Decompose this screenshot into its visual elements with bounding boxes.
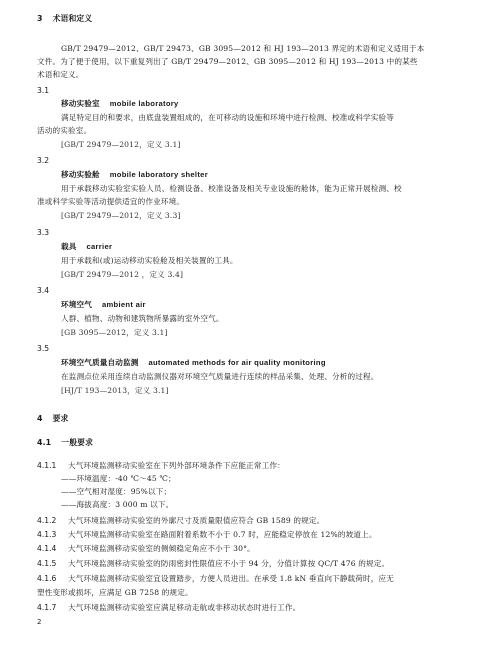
section-title: 术语和定义 xyxy=(52,14,93,23)
term-heading xyxy=(61,300,146,310)
term-zh: 移动实验舱 xyxy=(61,170,100,179)
term-zh: 环境空气质量自动监测 xyxy=(61,358,139,367)
term-number: 3.5 xyxy=(37,344,50,353)
clause-number: 4.1.5 xyxy=(37,559,57,568)
definition-line: 活动的实验室。 xyxy=(37,126,92,135)
section-number: 3 xyxy=(37,14,43,23)
intro-line: GB/T 29479—2012、GB/T 29473、GB 3095—2012 和 HJ 193—2013 界定的术语和定义适用于本 xyxy=(61,44,425,53)
page-number: 2 xyxy=(37,618,42,626)
term-en: carrier xyxy=(86,242,113,251)
clause-text: 大气环境监测移动实验室宜设置踏步，方便人员进出。在承受 1.8 kN 垂直向下静载荷时，应无 xyxy=(68,574,395,583)
clause-number: 4.1.6 xyxy=(37,574,57,583)
definition-source: [HJ/T 193—2013，定义 3.1] xyxy=(61,386,169,395)
section-heading xyxy=(37,414,68,424)
clause-number: 4.1.2 xyxy=(37,516,57,525)
definition-line: 人群、植物、动物和建筑物所暴露的室外空气。 xyxy=(61,314,224,323)
section-heading xyxy=(37,14,92,24)
definition-source: [GB/T 29479—2012 ，定义 3.4] xyxy=(61,270,184,279)
term-zh: 载具 xyxy=(61,242,77,251)
term-heading xyxy=(61,358,326,368)
clause-text: 大气环境监测移动实验室的侧倾稳定角应不小于 30°。 xyxy=(68,544,255,553)
clause-text-continued: 塑性变形或损坏，应满足 GB 7258 的规定。 xyxy=(37,588,193,597)
section-number: 4 xyxy=(37,414,43,423)
clause-text: 大气环境监测移动实验室的外廓尺寸及质量限值应符合 GB 1589 的规定。 xyxy=(68,516,325,525)
clause-number: 4.1.3 xyxy=(37,530,57,539)
section-title: 要求 xyxy=(52,414,69,423)
term-en: mobile laboratory xyxy=(109,99,179,108)
term-number: 3.4 xyxy=(37,286,50,295)
definition-line: 满足特定目的和要求，由底盘装置组成的，在可移动的设施和环境中进行检测、校准或科学实验等 xyxy=(61,113,394,122)
definition-source: [GB/T 29479—2012，定义 3.1] xyxy=(61,140,181,149)
list-item: ——空气相对湿度：95%以下； xyxy=(61,487,172,496)
list-item: ——海拔高度：3 000 m 以下。 xyxy=(61,500,174,509)
definition-source: [GB 3095—2012，定义 3.1] xyxy=(61,328,168,337)
term-zh: 移动实验室 xyxy=(61,99,100,108)
clause-number: 4.1.4 xyxy=(37,544,57,553)
term-number: 3.3 xyxy=(37,228,50,237)
definition-line: 在监测点位采用连续自动监测仪器对环境空气质量进行连续的样品采集、处理、分析的过程。 xyxy=(61,372,379,381)
term-heading xyxy=(61,170,208,180)
term-number: 3.2 xyxy=(37,156,50,165)
clause-text: 大气环境监测移动实验室在路面附着系数不小于 0.7 时，应能稳定停放在 12%的坡道上。 xyxy=(68,530,377,539)
definition-source: [GB/T 29479—2012，定义 3.3] xyxy=(61,211,181,220)
clause-number: 4.1.7 xyxy=(37,603,57,612)
clause-text: 大气环境监测移动实验室在下列外部环境条件下应能正常工作： xyxy=(68,461,285,470)
clause-number: 4.1.1 xyxy=(37,461,57,470)
clause-text: 大气环境监测移动实验室的防雨密封性限值应不小于 94 分，分值计算按 QC/T 476 的规定。 xyxy=(68,559,390,568)
intro-line: 文件。为了便于使用，以下重复列出了 GB/T 29479—2012、GB 3095—2012 和 HJ 193—2013 中的某些 xyxy=(37,57,418,66)
subsection-title: 一般要求 xyxy=(61,438,94,447)
subsection-heading xyxy=(37,438,93,448)
term-en: ambient air xyxy=(101,300,146,309)
term-en: automated methods for air quality monitoring xyxy=(148,358,326,367)
list-item: ——环境温度：-40 ℃～45 ℃； xyxy=(61,474,176,483)
clause-text: 大气环境监测移动实验室应满足移动走航或非移动状态时进行工作。 xyxy=(68,603,301,612)
term-number: 3.1 xyxy=(37,86,50,95)
definition-line: 用于承载和(或)运动移动实验舱及相关装置的工具。 xyxy=(61,256,238,265)
definition-line: 用于承载移动实验室实验人员、检测设备、校准设备及相关专业设施的舱体，能为正常开展检测、校 xyxy=(61,184,402,193)
term-en: mobile laboratory shelter xyxy=(109,170,208,179)
term-heading xyxy=(61,242,112,252)
definition-line: 准或科学实验等活动提供适宜的作业环境。 xyxy=(37,197,185,206)
term-heading xyxy=(61,99,179,109)
term-zh: 环境空气 xyxy=(61,300,92,309)
intro-line: 术语和定义。 xyxy=(37,70,84,79)
subsection-number: 4.1 xyxy=(37,438,52,447)
